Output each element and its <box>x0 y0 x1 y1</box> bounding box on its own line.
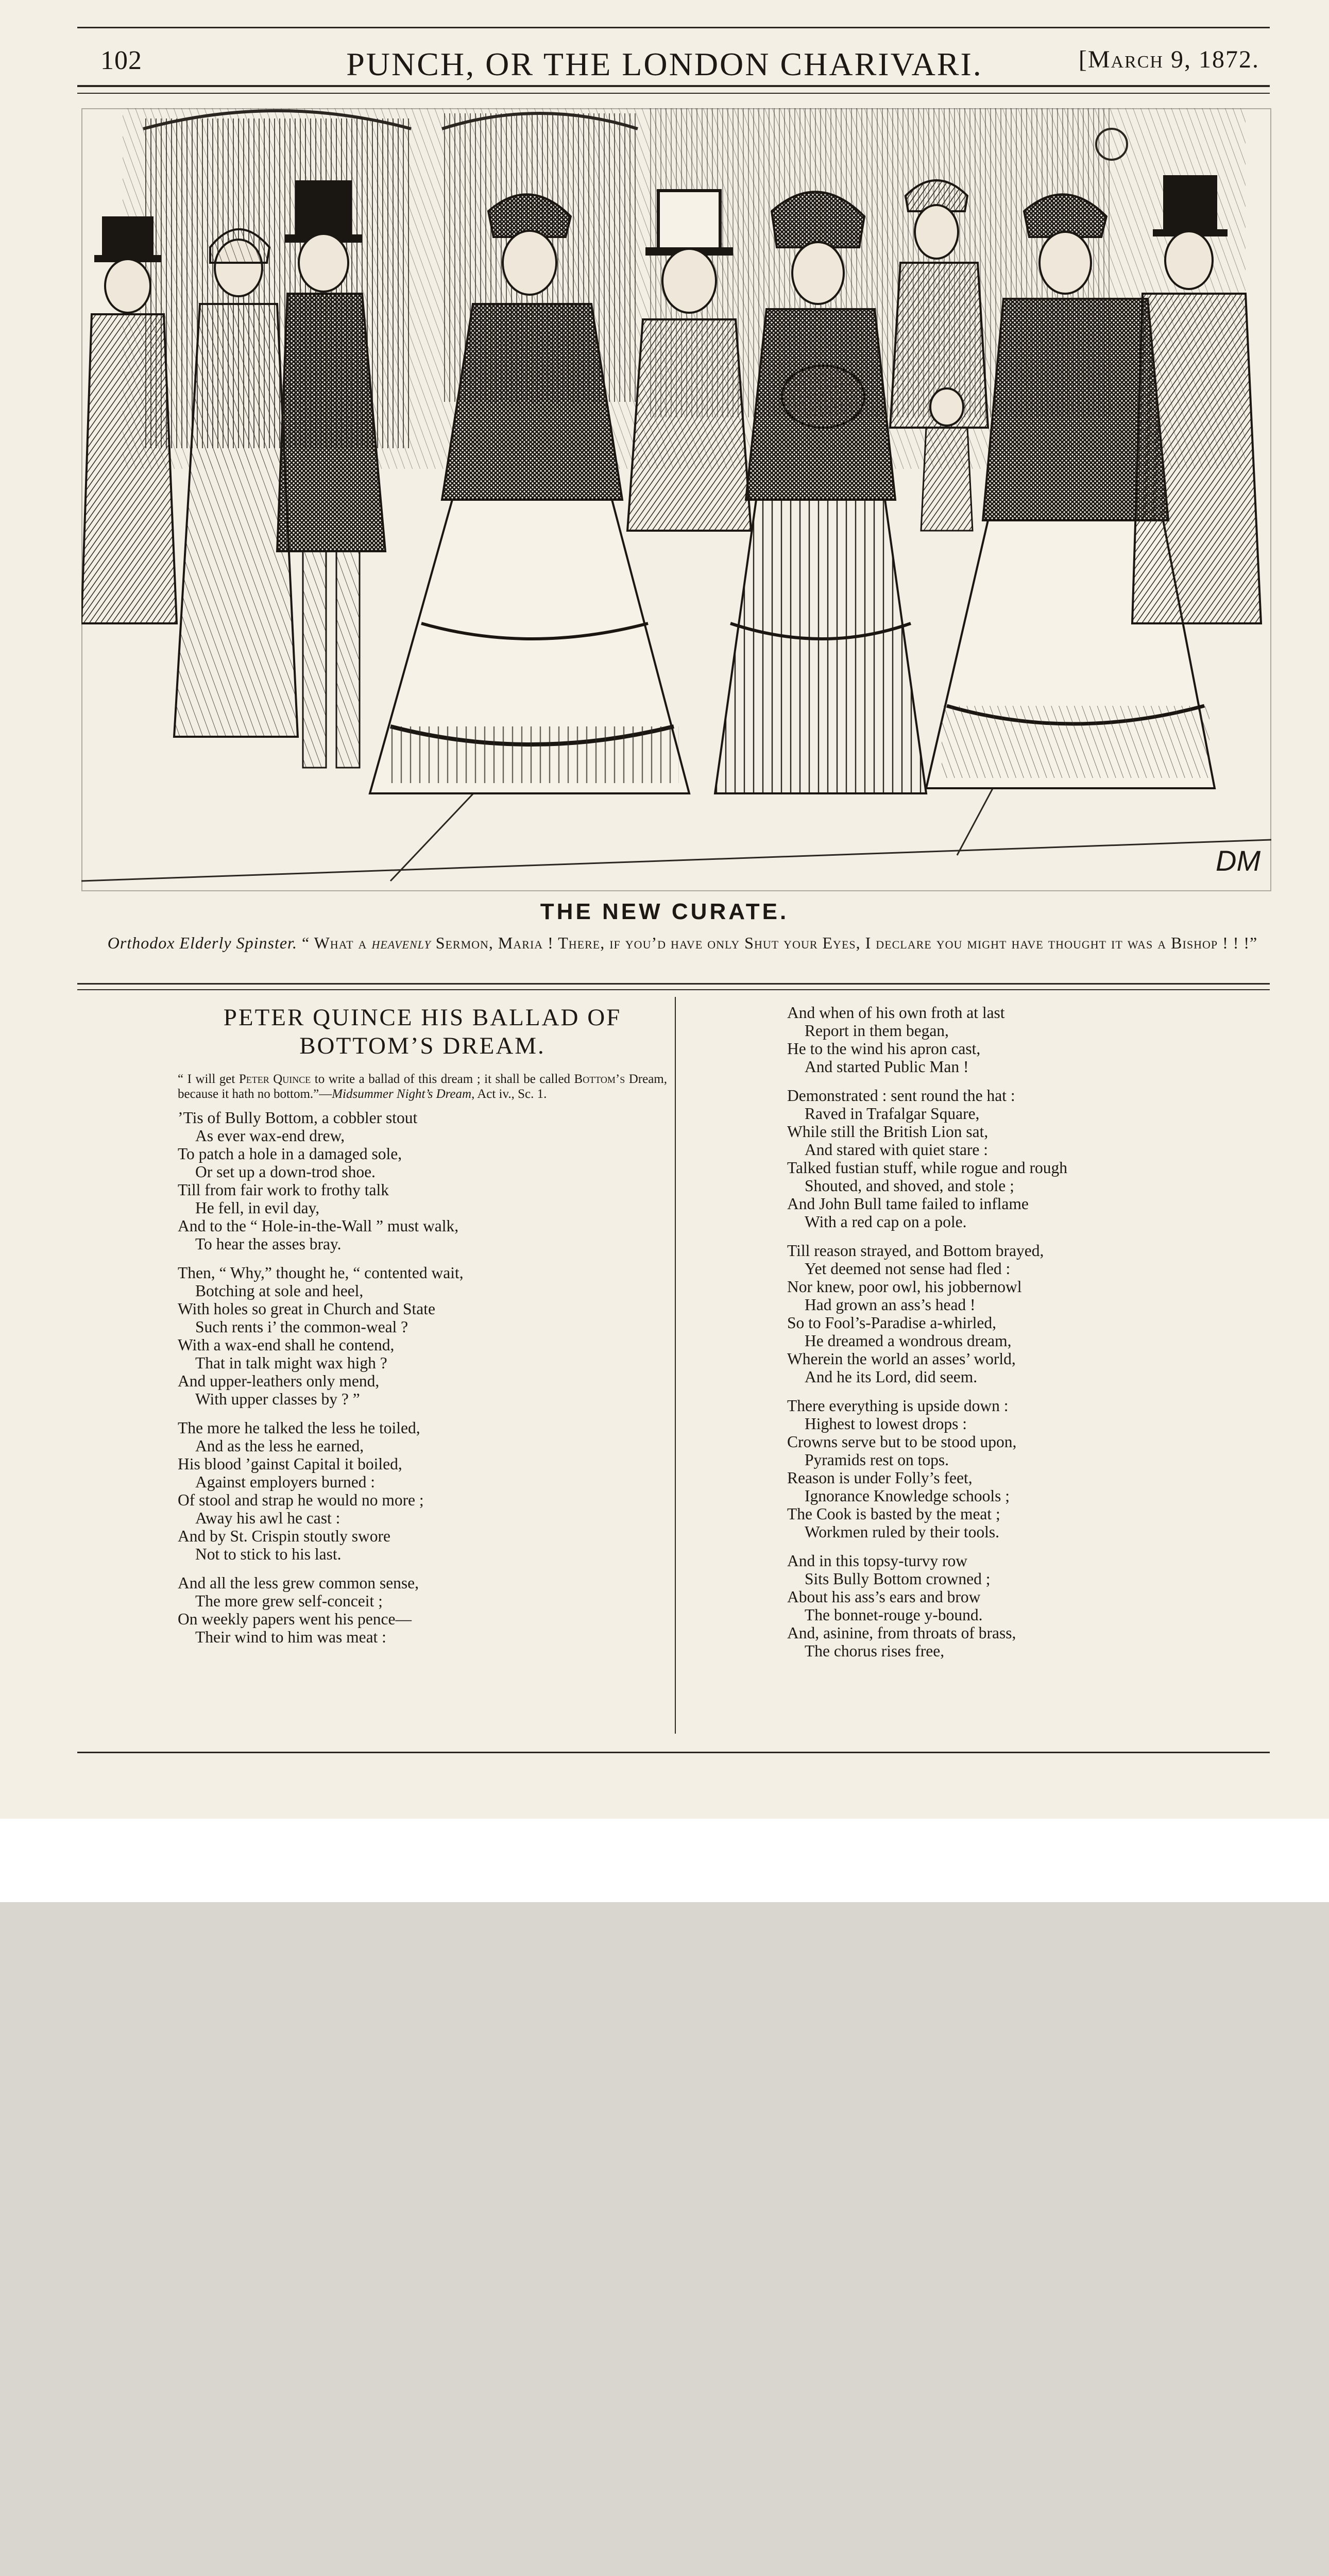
masthead: PUNCH, OR THE LONDON CHARIVARI. <box>346 46 983 82</box>
poem-line: And as the less he earned, <box>195 1437 364 1455</box>
poem-line: Highest to lowest drops : <box>805 1415 967 1433</box>
poem-line: The more he talked the less he toiled, <box>178 1419 420 1437</box>
cartoon-illustration <box>81 108 1271 891</box>
poem-line: The chorus rises free, <box>805 1642 945 1660</box>
poem-line: Workmen ruled by their tools. <box>805 1523 1000 1541</box>
poem-title <box>178 1004 667 1060</box>
poem-line: Crowns serve but to be stood upon, <box>787 1433 1017 1451</box>
epigraph-text: to write a ballad of this dream ; it shall be called <box>311 1072 574 1086</box>
left-stanzas <box>178 1109 667 1646</box>
caption-speaker: Orthodox Elderly Spinster. <box>107 934 297 952</box>
epigraph-reference: , Act iv., Sc. 1. <box>471 1087 547 1101</box>
poem-line: Report in them began, <box>805 1022 949 1040</box>
caption-emphasis: heavenly <box>371 934 431 952</box>
poem-line: Pyramids rest on tops. <box>805 1451 949 1469</box>
poem-title-line-1: PETER QUINCE HIS BALLAD OF <box>223 1004 622 1031</box>
poem-line: And stared with quiet stare : <box>805 1141 989 1159</box>
epigraph-name: Peter Quince <box>238 1072 311 1086</box>
right-stanzas <box>787 1004 1230 1660</box>
poem-line: Talked fustian stuff, while rogue and rough <box>787 1159 1067 1177</box>
poem-line: He to the wind his apron cast, <box>787 1040 981 1058</box>
poem-line: Then, “ Why,” thought he, “ contented wait, <box>178 1264 464 1282</box>
poem-line: Nor knew, poor owl, his jobbernowl <box>787 1278 1022 1296</box>
poem-line: Reason is under Folly’s feet, <box>787 1469 973 1487</box>
poem-line: Demonstrated : sent round the hat : <box>787 1087 1015 1105</box>
poem-line: Yet deemed not sense had fled : <box>805 1260 1011 1278</box>
stanza <box>178 1419 667 1563</box>
poem-line: Or set up a down-trod shoe. <box>195 1163 376 1181</box>
poem-line: So to Fool’s-Paradise a-whirled, <box>787 1314 996 1332</box>
poem-line: And started Public Man ! <box>805 1058 969 1076</box>
poem-left-column <box>178 1004 667 1657</box>
poem-line: That in talk might wax high ? <box>195 1354 387 1372</box>
poem-line: Botching at sole and heel, <box>195 1282 364 1300</box>
poem-line: Of stool and strap he would no more ; <box>178 1491 424 1509</box>
cartoon-caption <box>95 933 1270 953</box>
poem-line: And, asinine, from throats of brass, <box>787 1624 1016 1642</box>
caption-rule-thin <box>77 989 1270 990</box>
caption-text-part1: “ What a <box>301 934 372 952</box>
epigraph <box>178 1072 667 1101</box>
stanza <box>178 1264 667 1408</box>
poem-line: Raved in Trafalgar Square, <box>805 1105 980 1123</box>
stanza <box>787 1397 1230 1541</box>
top-border-rule <box>77 27 1270 28</box>
poem-line: He dreamed a wondrous dream, <box>805 1332 1012 1350</box>
poem-line: With upper classes by ? ” <box>195 1390 360 1408</box>
poem-line: To hear the asses bray. <box>195 1235 342 1253</box>
poem-line: He fell, in evil day, <box>195 1199 320 1217</box>
poem-line: Away his awl he cast : <box>195 1509 340 1527</box>
poem-right-column <box>787 1004 1230 1671</box>
poem-line: The Cook is basted by the meat ; <box>787 1505 1000 1523</box>
digitization-footer <box>0 1819 1329 1902</box>
poem-line: Till reason strayed, and Bottom brayed, <box>787 1242 1044 1260</box>
poem-line: Shouted, and shoved, and stole ; <box>805 1177 1014 1195</box>
poem-line: With a red cap on a pole. <box>805 1213 967 1231</box>
poem-line: And when of his own froth at last <box>787 1004 1005 1022</box>
stanza <box>787 1242 1230 1386</box>
caption-text-part2: Sermon, Maria ! There, if you’d have only Shut your Eyes, I declare you might have thought it was a Bishop ! ! !” <box>431 934 1258 952</box>
epigraph-source: Midsummer Night’s Dream <box>332 1087 472 1101</box>
poem-line: Had grown an ass’s head ! <box>805 1296 976 1314</box>
poem-line: To patch a hole in a damaged sole, <box>178 1145 402 1163</box>
poem-line: And John Bull tame failed to inflame <box>787 1195 1029 1213</box>
poem-title-line-2: BOTTOM’S DREAM. <box>299 1032 546 1059</box>
poem-line: The bonnet-rouge y-bound. <box>805 1606 983 1624</box>
epigraph-text: Dream, because it hath no bottom.”— <box>178 1072 668 1101</box>
poem-line: As ever wax-end drew, <box>195 1127 345 1145</box>
cartoon-title: THE NEW CURATE. <box>540 899 789 924</box>
poem-line: And by St. Crispin stoutly swore <box>178 1527 391 1545</box>
stanza <box>787 1552 1230 1660</box>
epigraph-text: “ I will get <box>178 1072 239 1086</box>
artist-signature: DM <box>1216 844 1261 877</box>
poem-line: And upper-leathers only mend, <box>178 1372 380 1390</box>
epigraph-name: Bottom’s <box>574 1072 625 1086</box>
poem-line: With holes so great in Church and State <box>178 1300 436 1318</box>
caption-rule <box>77 983 1270 985</box>
poem-line: While still the British Lion sat, <box>787 1123 989 1141</box>
header-rule <box>77 85 1270 87</box>
poem-line: His blood ’gainst Capital it boiled, <box>178 1455 402 1473</box>
poem-line: Wherein the world an asses’ world, <box>787 1350 1016 1368</box>
poem-line: Their wind to him was meat : <box>195 1628 386 1646</box>
poem-line: About his ass’s ears and brow <box>787 1588 981 1606</box>
poem-line: And he its Lord, did seem. <box>805 1368 978 1386</box>
poem-line: ’Tis of Bully Bottom, a cobbler stout <box>178 1109 418 1127</box>
stanza <box>178 1109 667 1253</box>
poem-line: The more grew self-conceit ; <box>195 1592 383 1610</box>
poem-line: With a wax-end shall he contend, <box>178 1336 395 1354</box>
stanza <box>178 1574 667 1646</box>
stanza <box>787 1087 1230 1231</box>
poem-line: Ignorance Knowledge schools ; <box>805 1487 1010 1505</box>
poem-line: There everything is upside down : <box>787 1397 1009 1415</box>
poem-line: Such rents i’ the common-weal ? <box>195 1318 408 1336</box>
poem-line: Not to stick to his last. <box>195 1545 342 1563</box>
poem-line: Sits Bully Bottom crowned ; <box>805 1570 991 1588</box>
poem-line: And all the less grew common sense, <box>178 1574 419 1592</box>
column-divider <box>675 997 676 1734</box>
stanza <box>787 1004 1230 1076</box>
poem-line: And in this topsy-turvy row <box>787 1552 967 1570</box>
poem-line: On weekly papers went his pence— <box>178 1610 412 1628</box>
poem-line: Till from fair work to frothy talk <box>178 1181 389 1199</box>
poem-line: And to the “ Hole-in-the-Wall ” must walk, <box>178 1217 459 1235</box>
header-rule-thin <box>77 93 1270 94</box>
bottom-rule <box>77 1752 1270 1753</box>
issue-date: [March 9, 1872. <box>1078 46 1259 73</box>
poem-line: Against employers burned : <box>195 1473 376 1491</box>
page-number: 102 <box>100 46 142 75</box>
